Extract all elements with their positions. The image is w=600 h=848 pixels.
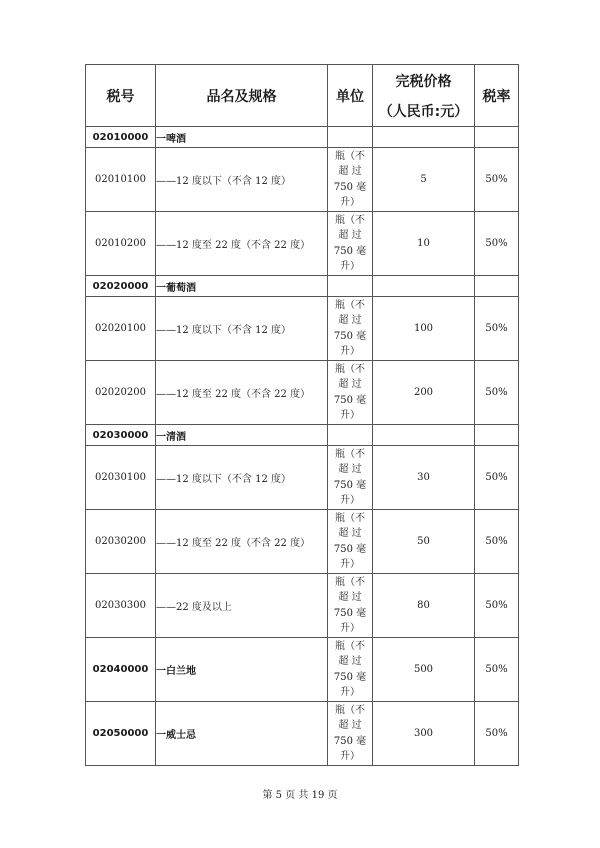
row-rate: 50% (475, 446, 519, 510)
header-price-line2: （人民币:元） (378, 103, 469, 120)
row-price: 200 (373, 361, 475, 425)
row-unit: 瓶（不 超 过 750 毫 升） (328, 702, 373, 766)
row-price: 500 (373, 638, 475, 702)
category-code: 02010000 (86, 127, 156, 148)
row-price: 300 (373, 702, 475, 766)
tariff-table (85, 64, 519, 766)
category-code: 02020000 (86, 276, 156, 297)
row-rate: 50% (475, 361, 519, 425)
row-rate: 50% (475, 510, 519, 574)
row-unit: 瓶（不 超 过 750 毫 升） (328, 361, 373, 425)
row-unit: 瓶（不 超 过 750 毫 升） (328, 148, 373, 212)
row-name: ——12 度以下（不含 12 度） (156, 446, 328, 510)
row-rate: 50% (475, 638, 519, 702)
header-price (373, 65, 475, 127)
header-rate: 税率 (475, 65, 519, 127)
category-row (86, 276, 519, 297)
category-name: 一啤酒 (156, 127, 328, 148)
table-row (86, 638, 519, 702)
header-row (86, 65, 519, 127)
table-row (86, 361, 519, 425)
row-name: ——12 度以下（不含 12 度） (156, 148, 328, 212)
page-number: 第 5 页 共 19 页 (262, 790, 338, 801)
row-name: ——12 度至 22 度（不含 22 度） (156, 361, 328, 425)
row-name: ——12 度至 22 度（不含 22 度） (156, 212, 328, 276)
row-price: 5 (373, 148, 475, 212)
row-code: 02010100 (86, 148, 156, 212)
row-rate: 50% (475, 297, 519, 361)
row-name: ——12 度至 22 度（不含 22 度） (156, 510, 328, 574)
category-name: 一清酒 (156, 425, 328, 446)
row-rate: 50% (475, 702, 519, 766)
row-unit: 瓶（不 超 过 750 毫 升） (328, 638, 373, 702)
row-unit: 瓶（不 超 过 750 毫 升） (328, 297, 373, 361)
row-code: 02030300 (86, 574, 156, 638)
category-name: 一葡萄酒 (156, 276, 328, 297)
row-name: 一威士忌 (156, 702, 328, 766)
category-row (86, 425, 519, 446)
header-code: 税号 (86, 65, 156, 127)
category-row (86, 127, 519, 148)
row-rate: 50% (475, 574, 519, 638)
row-name: 一白兰地 (156, 638, 328, 702)
row-rate: 50% (475, 148, 519, 212)
row-unit: 瓶（不 超 过 750 毫 升） (328, 212, 373, 276)
row-code: 02040000 (86, 638, 156, 702)
row-code: 02020100 (86, 297, 156, 361)
row-unit: 瓶（不 超 过 750 毫 升） (328, 574, 373, 638)
row-rate: 50% (475, 212, 519, 276)
header-unit: 单位 (328, 65, 373, 127)
table-row (86, 297, 519, 361)
header-price-line1: 完税价格 (395, 73, 452, 90)
table-row (86, 446, 519, 510)
table-row (86, 702, 519, 766)
table-row (86, 574, 519, 638)
row-unit: 瓶（不 超 过 750 毫 升） (328, 510, 373, 574)
row-name: ——22 度及以上 (156, 574, 328, 638)
category-code: 02030000 (86, 425, 156, 446)
header-name: 品名及规格 (156, 65, 328, 127)
row-code: 02020200 (86, 361, 156, 425)
row-price: 30 (373, 446, 475, 510)
row-unit: 瓶（不 超 过 750 毫 升） (328, 446, 373, 510)
row-price: 50 (373, 510, 475, 574)
table-row (86, 212, 519, 276)
row-code: 02010200 (86, 212, 156, 276)
row-name: ——12 度以下（不含 12 度） (156, 297, 328, 361)
row-price: 10 (373, 212, 475, 276)
row-price: 80 (373, 574, 475, 638)
table-row (86, 148, 519, 212)
table-row (86, 510, 519, 574)
row-code: 02050000 (86, 702, 156, 766)
row-code: 02030200 (86, 510, 156, 574)
row-price: 100 (373, 297, 475, 361)
row-code: 02030100 (86, 446, 156, 510)
